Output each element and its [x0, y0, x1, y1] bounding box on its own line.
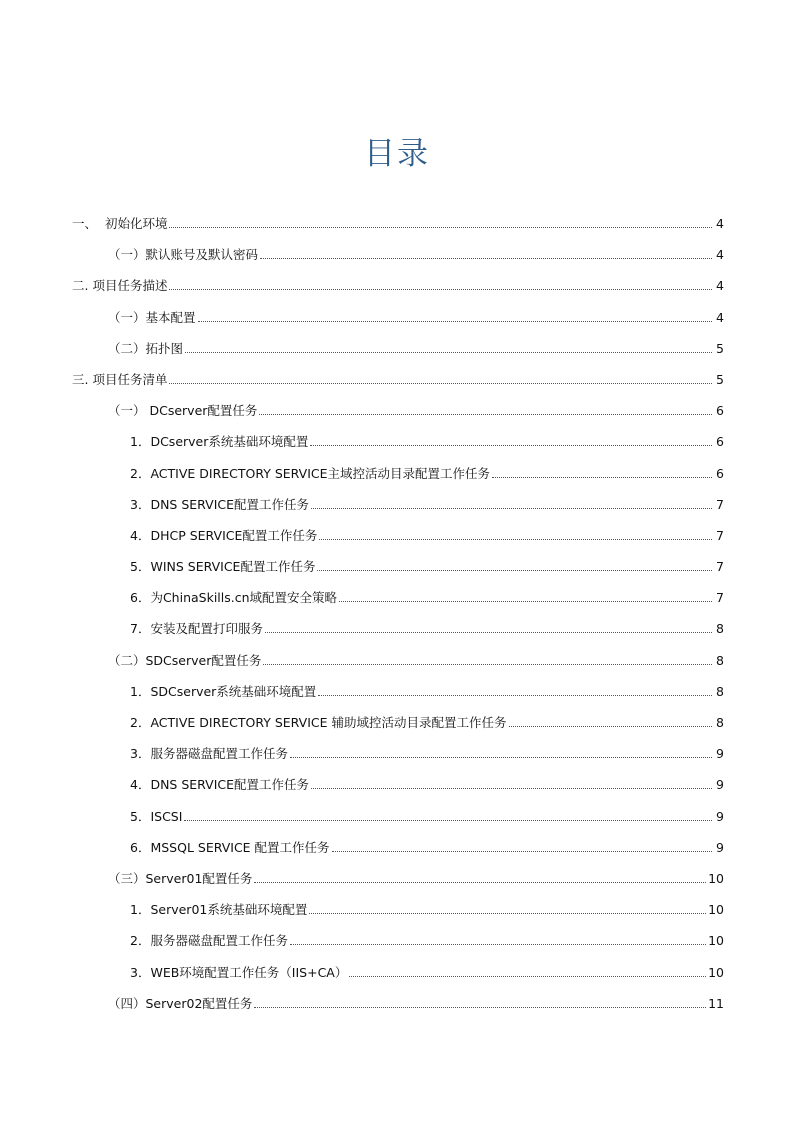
- toc-entry-page-number: 5: [716, 371, 724, 387]
- toc-dot-leader: [319, 539, 712, 540]
- toc-entry-page-number: 8: [716, 652, 724, 668]
- toc-entry-page-number: 4: [716, 216, 724, 231]
- toc-entry-page-number: 10: [708, 964, 724, 980]
- toc-entry-page-number: 6: [716, 465, 724, 481]
- toc-entry-page-number: 9: [716, 808, 724, 824]
- toc-entry-page-number: 10: [708, 902, 724, 918]
- toc-entry-label: 3．WEB环境配置工作任务（IIS+CA）: [130, 964, 348, 980]
- toc-dot-leader: [492, 477, 712, 478]
- toc-dot-leader: [169, 227, 712, 228]
- toc-entry-label: 二. 项目任务描述: [72, 278, 168, 294]
- toc-dot-leader: [184, 820, 712, 821]
- toc-dot-leader: [349, 976, 706, 977]
- toc-dot-leader: [290, 944, 706, 945]
- toc-entry-page-number: 4: [716, 247, 724, 263]
- toc-entry-page-number: 8: [716, 683, 724, 699]
- toc-entry-label: 3．服务器磁盘配置工作任务: [130, 746, 288, 762]
- toc-entry[interactable]: [72, 775, 724, 806]
- toc-entry-label: 1．Server01系统基础环境配置: [130, 902, 308, 918]
- toc-entry-label: 4．DHCP SERVICE配置工作任务: [130, 527, 318, 543]
- toc-entry[interactable]: [72, 464, 724, 495]
- toc-entry-label: 5．ISCSI: [130, 808, 183, 824]
- toc-entry[interactable]: [72, 245, 724, 276]
- toc-entry[interactable]: [72, 557, 724, 588]
- toc-entry-label: 7．安装及配置打印服务: [130, 621, 263, 637]
- toc-entry-label: 3．DNS SERVICE配置工作任务: [130, 496, 310, 512]
- toc-entry-page-number: 6: [716, 434, 724, 450]
- toc-entry[interactable]: [72, 900, 724, 931]
- toc-entry[interactable]: [72, 432, 724, 463]
- toc-entry-label: 1．SDCserver系统基础环境配置: [130, 683, 317, 699]
- toc-entry-page-number: 4: [716, 309, 724, 325]
- toc-entry-page-number: 5: [716, 340, 724, 356]
- toc-entry-page-number: 9: [716, 839, 724, 855]
- toc-dot-leader: [311, 788, 712, 789]
- toc-entry-label: （一） DCserver配置任务: [108, 403, 258, 419]
- toc-entry[interactable]: [72, 807, 724, 838]
- toc-dot-leader: [339, 601, 712, 602]
- toc-dot-leader: [259, 414, 712, 415]
- toc-entry-label: 6．为ChinaSkills.cn域配置安全策略: [130, 590, 338, 606]
- toc-dot-leader: [310, 445, 712, 446]
- toc-entry[interactable]: [72, 526, 724, 557]
- toc-dot-leader: [263, 664, 712, 665]
- toc-dot-leader: [198, 321, 712, 322]
- toc-entry-page-number: 9: [716, 746, 724, 762]
- toc-entry[interactable]: [72, 619, 724, 650]
- toc-dot-leader: [509, 726, 712, 727]
- toc-dot-leader: [309, 913, 706, 914]
- toc-entry-label: （一）基本配置: [108, 309, 196, 325]
- page-title: 目录: [364, 136, 430, 172]
- toc-entry[interactable]: [72, 339, 724, 370]
- toc-entry-label: （三）Server01配置任务: [108, 870, 253, 886]
- toc-dot-leader: [290, 757, 712, 758]
- toc-entry[interactable]: [72, 994, 724, 1025]
- toc-entry-label: （二）拓扑图: [108, 340, 184, 356]
- toc-entry[interactable]: [72, 651, 724, 682]
- toc-entry-page-number: 7: [716, 496, 724, 512]
- toc-entry-label: 1．DCserver系统基础环境配置: [130, 434, 309, 450]
- toc-entry[interactable]: [72, 931, 724, 962]
- toc-entry[interactable]: [72, 869, 724, 900]
- toc-entry[interactable]: [72, 682, 724, 713]
- toc-entry-label: 4．DNS SERVICE配置工作任务: [130, 777, 310, 793]
- toc-entry-page-number: 7: [716, 559, 724, 575]
- toc-entry-label: 6．MSSQL SERVICE 配置工作任务: [130, 839, 330, 855]
- toc-entry[interactable]: [72, 963, 724, 994]
- toc-entry[interactable]: [72, 401, 724, 432]
- toc-dot-leader: [254, 882, 706, 883]
- toc-dot-leader: [169, 289, 712, 290]
- toc-dot-leader: [332, 851, 712, 852]
- toc-dot-leader: [185, 352, 712, 353]
- toc-entry-page-number: 8: [716, 715, 724, 730]
- toc-entry-label: （二）SDCserver配置任务: [108, 652, 262, 668]
- toc-entry[interactable]: [72, 495, 724, 526]
- toc-entry-page-number: 6: [716, 403, 724, 419]
- toc-entry[interactable]: [72, 370, 724, 401]
- toc-entry-label: （四）Server02配置任务: [108, 995, 253, 1011]
- toc-entry-label: （一）默认账号及默认密码: [108, 247, 259, 263]
- toc-entry[interactable]: [72, 308, 724, 339]
- toc-entry-label: 2．ACTIVE DIRECTORY SERVICE主域控活动目录配置工作任务: [130, 465, 491, 481]
- toc-dot-leader: [254, 1007, 706, 1008]
- toc-entry-page-number: 10: [708, 933, 724, 949]
- toc-entry-label: 一、 初始化环境: [72, 216, 168, 231]
- toc-entry-label: 5．WINS SERVICE配置工作任务: [130, 559, 316, 575]
- toc-entry[interactable]: [72, 276, 724, 307]
- toc-dot-leader: [317, 570, 712, 571]
- toc-dot-leader: [318, 695, 712, 696]
- toc-entry[interactable]: [72, 713, 724, 744]
- toc-dot-leader: [265, 632, 712, 633]
- toc-entry-page-number: 11: [708, 995, 724, 1011]
- toc-entry-page-number: 8: [716, 621, 724, 637]
- toc-dot-leader: [169, 383, 712, 384]
- toc-entry-label: 三. 项目任务清单: [72, 371, 168, 387]
- toc-entry-page-number: 7: [716, 527, 724, 543]
- toc-dot-leader: [260, 258, 712, 259]
- toc-entry-page-number: 10: [708, 870, 724, 886]
- toc-entry[interactable]: [72, 214, 724, 245]
- toc-entry[interactable]: [72, 588, 724, 619]
- toc-entry-label: 2．ACTIVE DIRECTORY SERVICE 辅助域控活动目录配置工作任务: [130, 715, 507, 730]
- table-of-contents: [72, 214, 724, 1025]
- toc-entry-page-number: 9: [716, 777, 724, 793]
- toc-entry-page-number: 7: [716, 590, 724, 606]
- toc-dot-leader: [311, 508, 712, 509]
- toc-entry-label: 2．服务器磁盘配置工作任务: [130, 933, 288, 949]
- toc-entry-page-number: 4: [716, 278, 724, 294]
- toc-entry[interactable]: [72, 838, 724, 869]
- toc-entry[interactable]: [72, 744, 724, 775]
